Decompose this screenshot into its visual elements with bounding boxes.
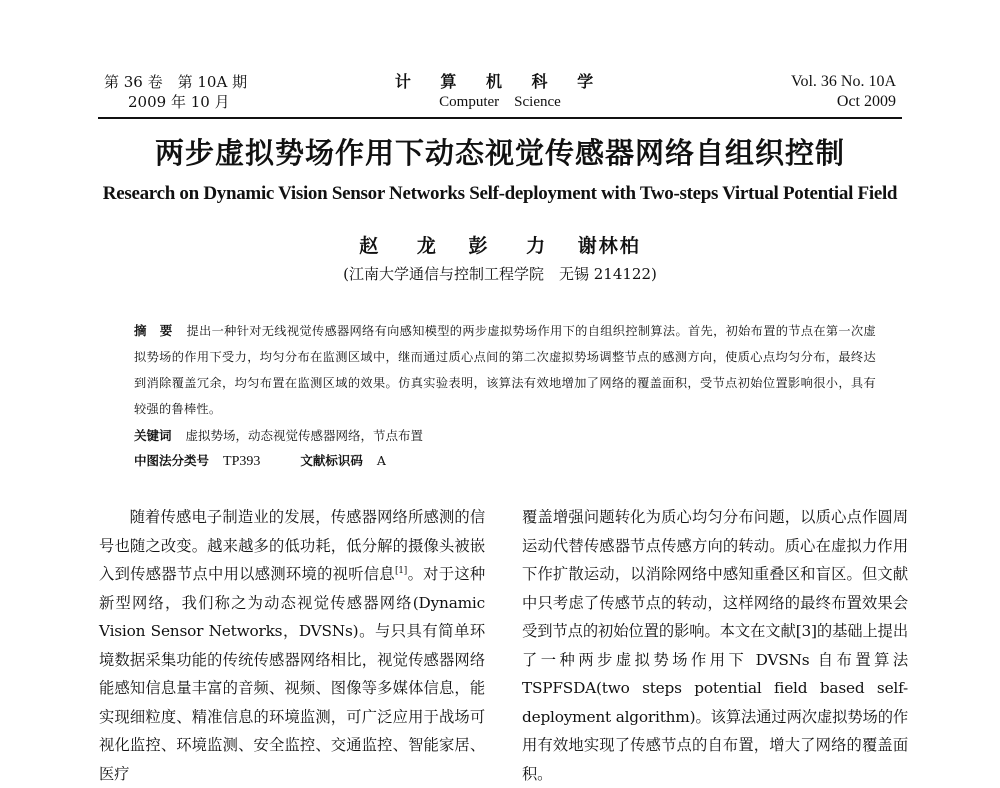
author-name: 彭 力 xyxy=(468,235,562,257)
classification-line xyxy=(134,451,386,470)
journal-volume-en xyxy=(791,72,896,112)
volume-en: Vol. 36 No. 10A xyxy=(790,73,896,90)
affiliation: (江南大学通信与控制工程学院 无锡 214122) xyxy=(343,265,657,283)
paper-title-en: Research on Dynamic Vision Sensor Networks Self-deployment with Two-steps Virtual Potential Field xyxy=(102,183,898,204)
classification-label: 中图法分类号 xyxy=(134,453,210,468)
body-paragraph: 覆盖增强问题转化为质心均匀分布问题，以质心点作圆周运动代替传感器节点传感方向的转动。质心在虚拟力作用下作扩散运动，以消除网络中感知重叠区和盲区。但文献中只考虑了传感节点的转动，这样网络的最终布置效果会受到节点的初始位置的影响。本文在文献[3]的基础上提出了一种两步虚拟势场作用下 DVSNs 自布置算法 TSPFSDA(two steps potential field based self-deployment algorithm)。该算法通过两次虚拟势场的作用有效地实现了传感节点的自布置，增大了网络的覆盖面积。 xyxy=(522,508,908,783)
body-text: 随着传感电子制造业的发展，传感器网络所感测的信号也随之改变。越来越多的低功耗，低分解的摄像头被嵌入到传感器节点中用以感测环境的视听信息 xyxy=(99,508,485,583)
paper-title-cn: 两步虚拟势场作用下动态视觉传感器网络自组织控制 xyxy=(154,136,845,170)
keywords-label: 关键词 xyxy=(134,428,172,443)
header-rule xyxy=(98,117,902,119)
abstract-text: 提出一种针对无线视觉传感器网络有向感知模型的两步虚拟势场作用下的自组织控制算法。首先，初始布置的节点在第一次虚拟势场的作用下受力，均匀分布在监测区域中，继而通过质心点间的第二次虚拟势场调整节点的感测方向，使质心点均匀分布，最终达到消除覆盖冗余，均匀布置在监测区域的效果。仿真实验表明，该算法有效地增加了网络的覆盖面积，受节点初始位置影响很小，具有较强的鲁棒性。 xyxy=(134,324,876,416)
classification-value: TP393 xyxy=(223,454,261,469)
document-code-label: 文献标识码 xyxy=(300,453,363,468)
journal-name-cn: 计 算 机 科 学 xyxy=(394,72,606,91)
body-column-left xyxy=(99,503,485,788)
document-code-value: A xyxy=(376,453,386,468)
date-en: Oct 2009 xyxy=(836,93,896,110)
author-name: 谢林柏 xyxy=(577,235,641,257)
author-list xyxy=(0,231,1000,258)
citation-ref: [1] xyxy=(394,565,408,576)
issue-date: 2009 年 10 月 xyxy=(128,93,230,111)
keywords-text: 虚拟势场，动态视觉传感器网络，节点布置 xyxy=(185,428,424,443)
abstract-label: 摘 要 xyxy=(134,323,173,338)
body-text: 。对于这种新型网络，我们称之为动态视觉传感器网络(Dynamic Vision Sensor Networks，DVSNs)。与只具有简单环境数据采集功能的传统传感器网络相比，视觉传感器网络能感知信息量丰富的音频、视频、图像等多媒体信息，能实现细粒度、精准信息的环境监测，可广泛应用于战场可视化监控、环境监测、安全监控、交通监控、智能家居、医疗 xyxy=(99,565,485,783)
abstract xyxy=(134,318,876,422)
author-name: 赵 龙 xyxy=(359,235,452,257)
body-column-right xyxy=(522,503,908,788)
body-paragraph xyxy=(99,503,485,788)
volume-issue: 第 36 卷 第 10A 期 xyxy=(104,73,248,91)
keywords xyxy=(134,426,423,444)
journal-name-en: Computer Science xyxy=(439,94,561,110)
